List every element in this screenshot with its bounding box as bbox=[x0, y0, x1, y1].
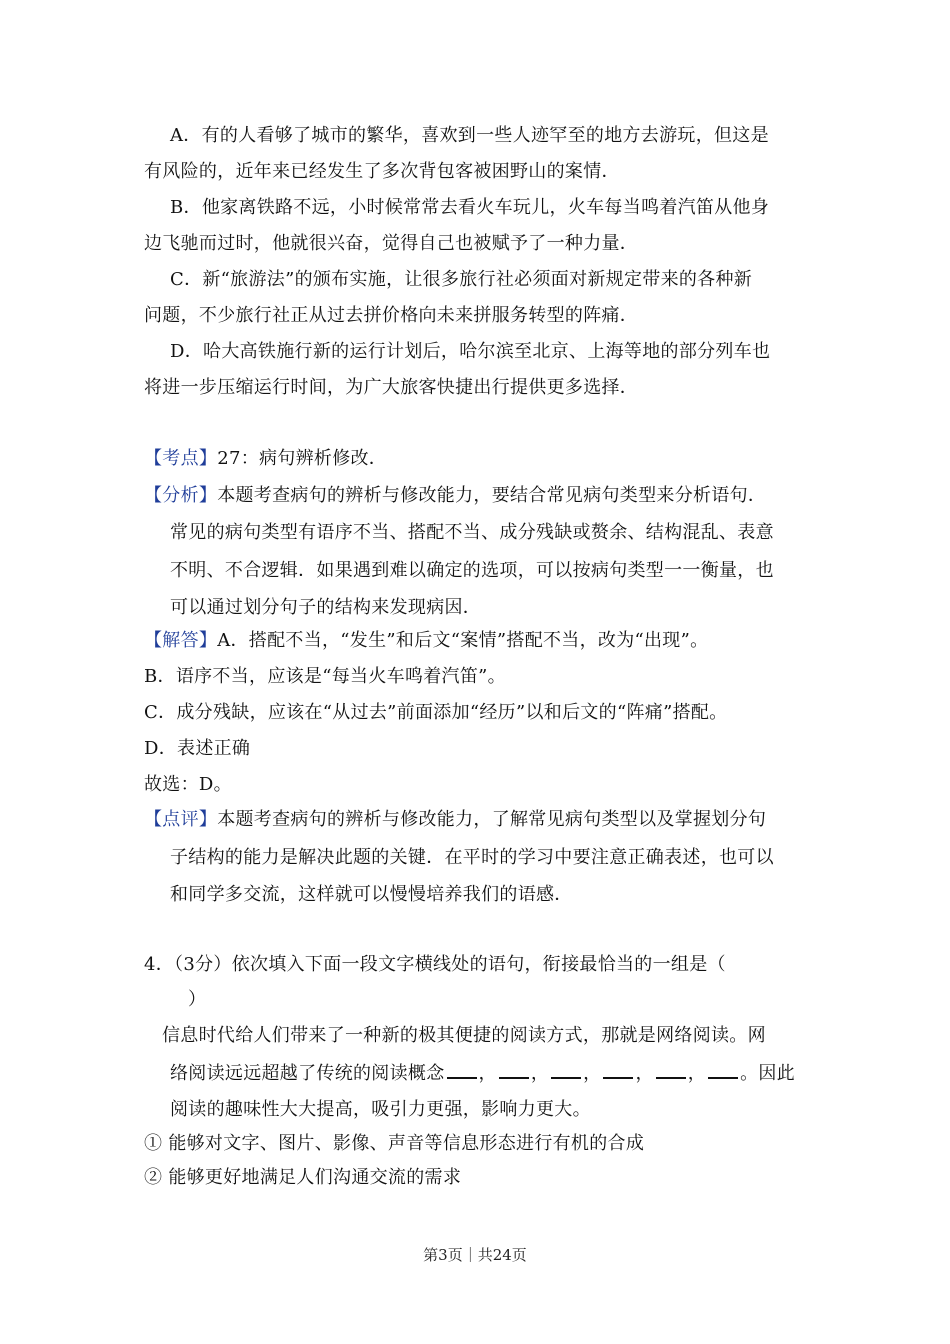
blank-separator: ， bbox=[635, 1063, 654, 1084]
fenxi-line2: 常见的病句类型有语序不当、搭配不当、成分残缺或赘余、结构混乱、表意 bbox=[170, 522, 774, 543]
dianping-line1: 本题考查病句的辨析与修改能力，了解常见病句类型以及掌握划分句 bbox=[217, 809, 767, 830]
dianping-line2: 子结构的能力是解决此题的关键．在平时的学习中要注意正确表述，也可以 bbox=[170, 847, 774, 868]
fill-blank bbox=[551, 1061, 581, 1079]
option-d-line2: 将进一步压缩运行时间，为广大旅客快捷出行提供更多选择． bbox=[144, 377, 639, 398]
option-b-line2: 边飞驰而过时，他就很兴奋，觉得自己也被赋予了一种力量． bbox=[144, 233, 639, 254]
fill-blank bbox=[447, 1061, 477, 1079]
fill-blank bbox=[656, 1061, 686, 1079]
kaodian-text: 27：病句辨析修改． bbox=[217, 448, 388, 469]
jieda-line1: A．搭配不当，“发生”和后文“案情”搭配不当，改为“出现”。 bbox=[217, 630, 709, 651]
option-c-line2: 问题，不少旅行社正从过去拼价格向未来拼服务转型的阵痛． bbox=[144, 305, 639, 326]
option-c-line1: C．新“旅游法”的颁布实施，让很多旅行社必须面对新规定带来的各种新 bbox=[170, 269, 753, 290]
option-b-line1: B．他家离铁路不远，小时候常常去看火车玩儿，火车每当鸣着汽笛从他身 bbox=[170, 197, 770, 218]
dianping-tag: 【点评】 bbox=[144, 809, 218, 830]
jieda-line2: B．语序不当，应该是“每当火车鸣着汽笛”。 bbox=[144, 666, 506, 687]
q4-passage-line2-start: 络阅读远远超越了传统的阅读概念 bbox=[170, 1063, 445, 1084]
jieda-line5: 故选：D。 bbox=[144, 774, 232, 795]
q4-passage-line3: 阅读的趣味性大大提高，吸引力更强，影响力更大。 bbox=[170, 1099, 591, 1120]
blank-separator: ， bbox=[687, 1063, 707, 1084]
dianping-row bbox=[144, 808, 766, 832]
fenxi-line1: 本题考查病句的辨析与修改能力，要结合常见病句类型来分析语句． bbox=[217, 485, 767, 506]
q4-passage-line1: 信息时代给人们带来了一种新的极其便捷的阅读方式，那就是网络阅读。网 bbox=[162, 1025, 766, 1046]
q4-passage-line2 bbox=[170, 1061, 795, 1086]
kaodian-tag: 【考点】 bbox=[144, 448, 218, 469]
fill-blank bbox=[708, 1061, 738, 1079]
blank-separator: ， bbox=[478, 1063, 497, 1084]
q4-item-1: ① 能够对文字、图片、影像、声音等信息形态进行有机的合成 bbox=[144, 1133, 645, 1154]
blank-separator: ， bbox=[583, 1063, 602, 1084]
jieda-row bbox=[144, 629, 708, 653]
fill-blank bbox=[603, 1061, 633, 1079]
blank-separator: ， bbox=[530, 1063, 550, 1084]
kaodian-row bbox=[144, 447, 387, 471]
fenxi-tag: 【分析】 bbox=[144, 485, 218, 506]
q4-stem-line2: ） bbox=[188, 989, 207, 1010]
fill-blank bbox=[499, 1061, 529, 1079]
jieda-tag: 【解答】 bbox=[144, 630, 218, 651]
fenxi-line4: 可以通过划分句子的结构来发现病因． bbox=[170, 597, 482, 618]
q4-item-2: ② 能够更好地满足人们沟通交流的需求 bbox=[144, 1167, 462, 1188]
option-a-line2: 有风险的，近年来已经发生了多次背包客被困野山的案情． bbox=[144, 161, 620, 182]
option-d-line1: D．哈大高铁施行新的运行计划后，哈尔滨至北京、上海等地的部分列车也 bbox=[170, 341, 771, 362]
fenxi-line3: 不明、不合逻辑．如果遇到难以确定的选项，可以按病句类型一一衡量，也 bbox=[170, 560, 774, 581]
jieda-line3: C．成分残缺，应该在“从过去”前面添加“经历”以和后文的“阵痛”搭配。 bbox=[144, 702, 728, 723]
q4-stem-line1: 4．（3分）依次填入下面一段文字横线处的语句，衔接最恰当的一组是（ bbox=[144, 954, 726, 975]
fenxi-row bbox=[144, 484, 766, 508]
dianping-line3: 和同学多交流，这样就可以慢慢培养我们的语感． bbox=[170, 884, 573, 905]
page-footer: 第3页｜共24页 bbox=[423, 1246, 527, 1264]
jieda-line4: D．表述正确 bbox=[144, 738, 251, 759]
option-a-line1: A．有的人看够了城市的繁华，喜欢到一些人迹罕至的地方去游玩，但这是 bbox=[170, 125, 769, 146]
q4-passage-line2-end: 。因此 bbox=[740, 1063, 795, 1084]
